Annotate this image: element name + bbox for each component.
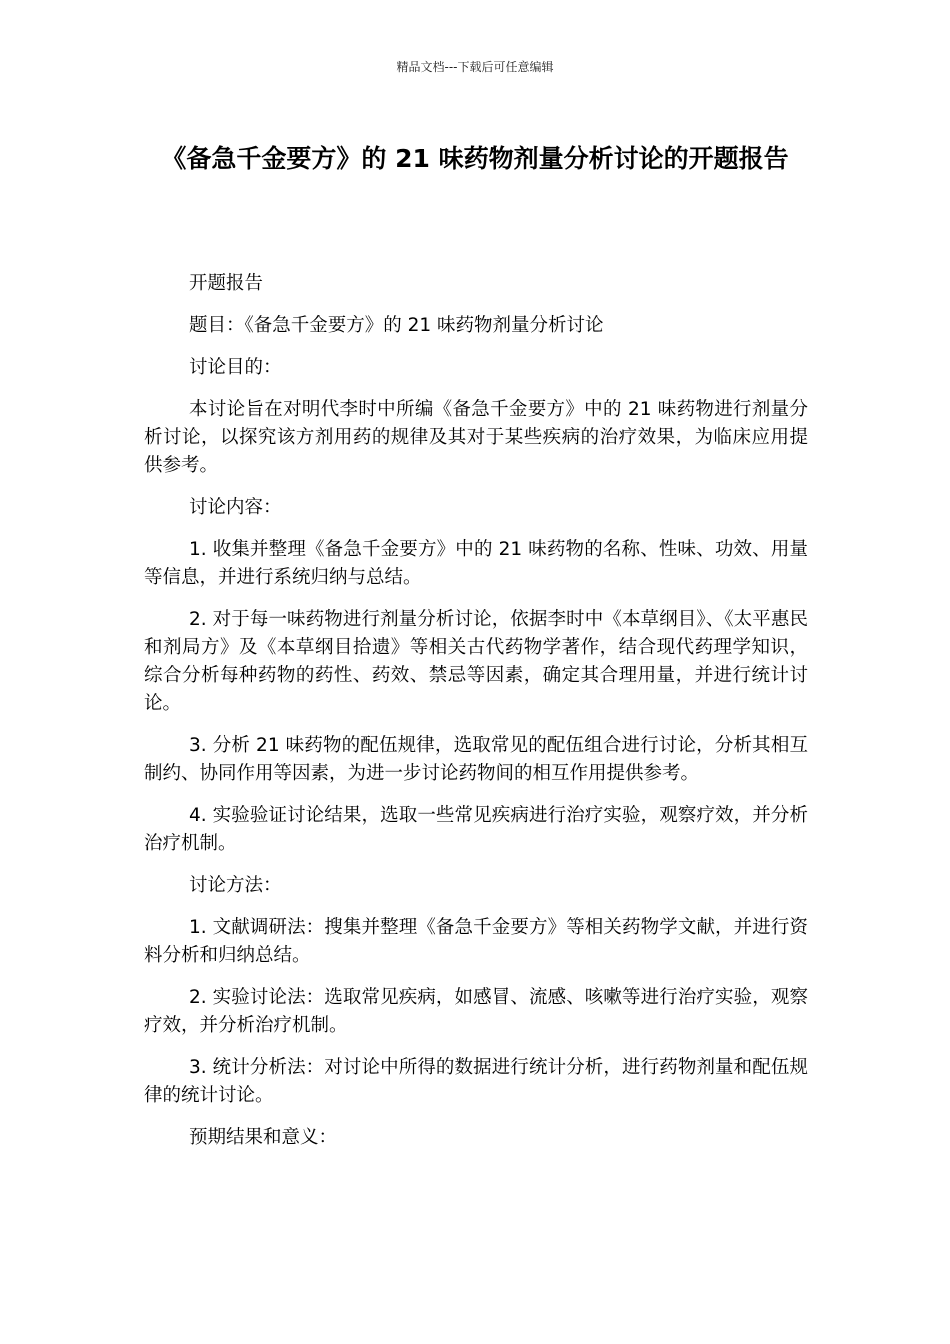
- method-item-3: 3. 统计分析法：对讨论中所得的数据进行统计分析，进行药物剂量和配伍规律的统计讨论。: [144, 1057, 808, 1106]
- section-heading-content: 讨论内容：: [189, 497, 282, 518]
- paragraph-topic: 题目：《备急千金要方》的 21 味药物剂量分析讨论: [189, 315, 604, 336]
- content-item-3: 3. 分析 21 味药物的配伍规律，选取常见的配伍组合进行讨论，分析其相互制约、协同作用等因素，为进一步讨论药物间的相互作用提供参考。: [144, 735, 808, 784]
- section-heading-purpose: 讨论目的：: [189, 357, 282, 378]
- content-item-1: 1. 收集并整理《备急千金要方》中的 21 味药物的名称、性味、功效、用量等信息，并进行系统归纳与总结。: [144, 539, 808, 588]
- paragraph-label-report: 开题报告: [189, 273, 264, 294]
- document-body: [144, 270, 808, 1166]
- content-item-4: 4. 实验验证讨论结果，选取一些常见疾病进行治疗实验，观察疗效，并分析治疗机制。: [144, 805, 808, 854]
- page-header-note: 精品文档---下载后可任意编辑: [396, 60, 554, 74]
- paragraph-purpose: 本讨论旨在对明代李时中所编《备急千金要方》中的 21 味药物进行剂量分析讨论，以探究该方剂用药的规律及其对于某些疾病的治疗效果，为临床应用提供参考。: [144, 399, 808, 476]
- section-heading-method: 讨论方法：: [189, 875, 282, 896]
- method-item-1: 1. 文献调研法：搜集并整理《备急千金要方》等相关药物学文献，并进行资料分析和归纳总结。: [144, 917, 808, 966]
- document-title: 《备急千金要方》的 21 味药物剂量分析讨论的开题报告: [161, 144, 789, 173]
- section-heading-expected: 预期结果和意义：: [189, 1127, 338, 1148]
- content-item-2: 2. 对于每一味药物进行剂量分析讨论，依据李时中《本草纲目》、《太平惠民和剂局方》及《本草纲目拾遗》等相关古代药物学著作，结合现代药理学知识，综合分析每种药物的药性、药效、禁忌等因素，确定其合理用量，并进行统计讨论。: [144, 609, 808, 714]
- method-item-2: 2. 实验讨论法：选取常见疾病，如感冒、流感、咳嗽等进行治疗实验，观察疗效，并分析治疗机制。: [144, 987, 808, 1036]
